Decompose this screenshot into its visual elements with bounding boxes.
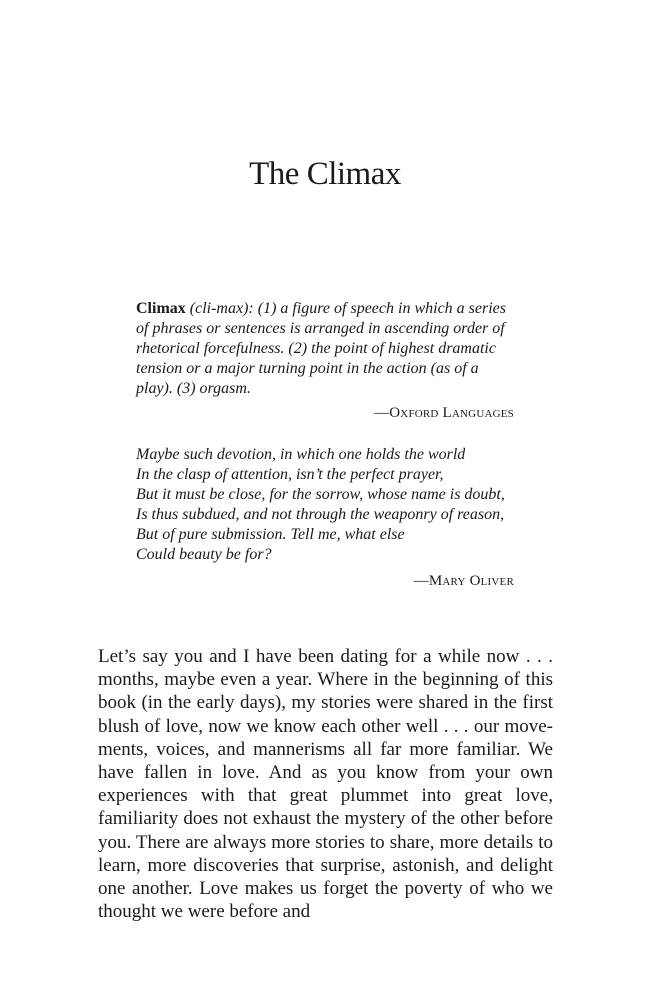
definition-attribution: —Oxford Languages: [374, 405, 514, 421]
poem-attribution: —Mary Oliver: [413, 573, 514, 589]
definition-epigraph: [136, 299, 514, 423]
definition-text: (cli-max): (1) a figure of speech in which a series of phrases or sentences is arranged in ascending order of rhetorical forcefulness. (2) the point of highest dramatic tension or a major turning point in the action (as of a play). (3) orgasm.: [136, 300, 506, 397]
poem-line: Is thus subdued, and not through the weaponry of reason,: [136, 506, 505, 523]
poem-line: But of pure submission. Tell me, what else: [136, 526, 405, 543]
body-paragraph: Let’s say you and I have been dating for a while now . . . months, maybe even a year. Where in the beginning of this book (in the early days), my stories were shared in the first blush of love, now we know each other well . . . our movements, voices, and mannerisms all far more familiar. We have fallen in love. And as you know from your own experiences with that great plummet into great love, familiarity does not exhaust the mystery of the other before you. There are always more stories to share, more details to learn, more discoveries that surprise, astonish, and delight one another. Love makes us forget the poverty of who we thought we were before and: [98, 646, 553, 923]
poem-epigraph: [136, 445, 514, 591]
poem-line: But it must be close, for the sorrow, whose name is doubt,: [136, 486, 505, 503]
poem-line: In the clasp of attention, isn’t the perfect prayer,: [136, 466, 444, 483]
poem-line: Maybe such devotion, in which one holds the world: [136, 446, 466, 463]
definition-term: Climax: [136, 300, 186, 317]
poem-line: Could beauty be for?: [136, 546, 272, 563]
chapter-title: The Climax: [249, 156, 401, 192]
